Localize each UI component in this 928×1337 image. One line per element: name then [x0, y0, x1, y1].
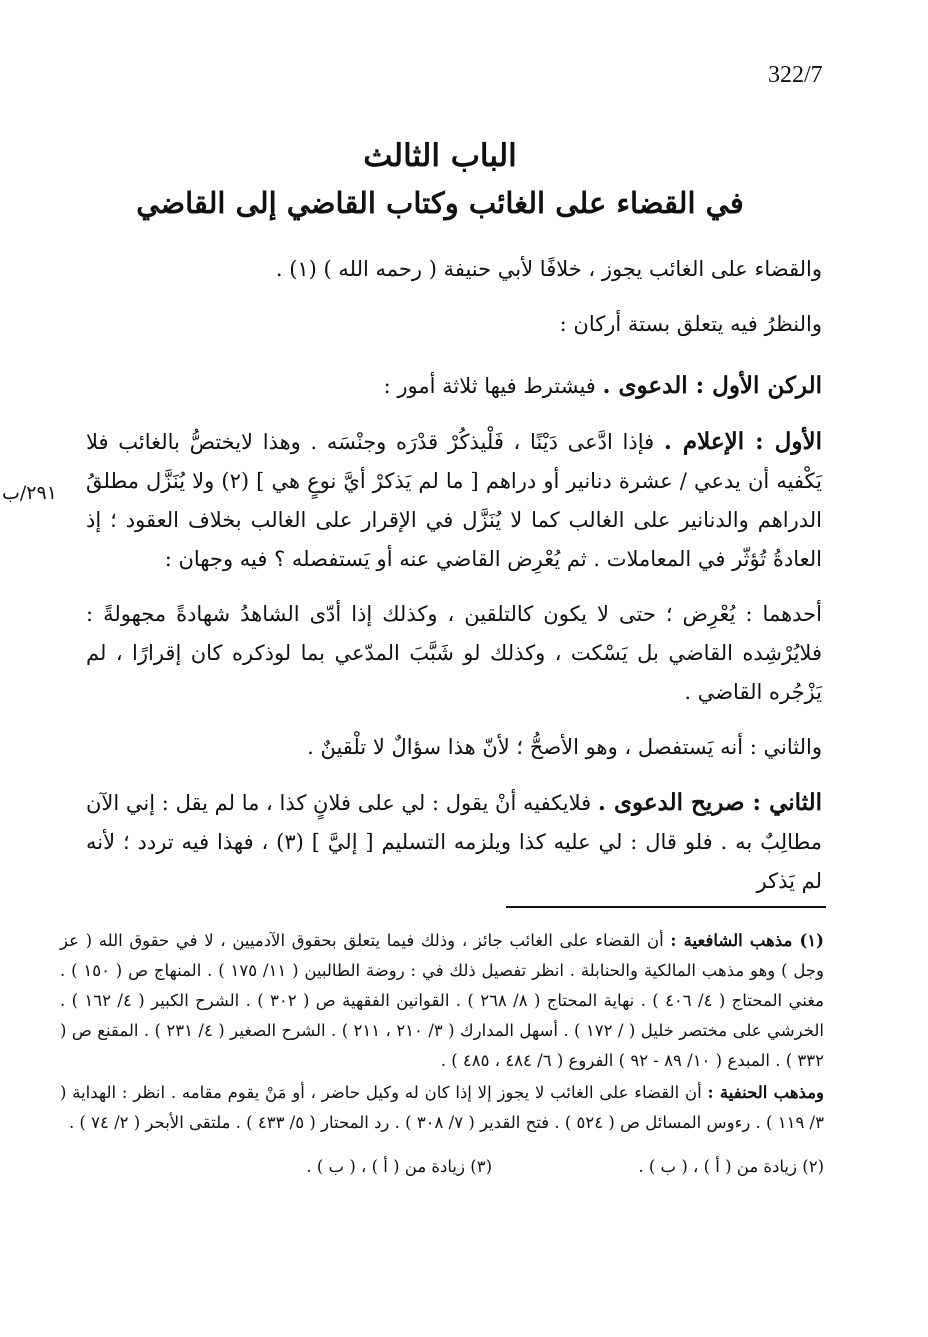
- margin-note: ٢٩١/ب: [2, 482, 57, 504]
- chapter-subtitle: في القضاء على الغائب وكتاب القاضي إلى القاضي: [136, 186, 744, 220]
- paragraph-text: فيشترط فيها ثلاثة أمور :: [383, 374, 603, 398]
- footnotes: [60, 926, 824, 1182]
- footnote-lead: (١) مذهب الشافعية :: [670, 931, 824, 950]
- paragraph: [86, 422, 822, 579]
- paragraph: أحدهما : يُعْرِض ؛ حتى لا يكون كالتلقين ، وكذلك إذا أدّى الشاهدُ شهادةً مجهولةً : فلايُرْشِده القاضي بل يَسْكت ، وكذلك لو شَبَّبَ المدّعي بما لوذكره كان إقرارًا ، لم يَزْجُره القاضي .: [86, 602, 822, 704]
- paragraph-text: فلايكفيه أنْ يقول : لي على فلانٍ كذا ، ما لم يقل : إني الآن مطالِبٌ به . فلو قال : لي عليه كذا ويلزمه التسليم [ إليَّ ] (٣) ، فهذا فيه تردد ؛ لأنه لم يَذكر: [86, 791, 822, 893]
- footnote: [60, 1078, 824, 1138]
- paragraph-text: فإذا ادَّعى دَيْنًا ، فَلْيذكُرْ قدْرَه وجنْسَه . وهذا لايختصُّ بالغائب فلا يَكْفيه أن يدعي / عشرة دنانير أو دراهم [ ما لم يَذكرْ أيَّ نوعٍ هي ] (٢) ولا يُنَزَّل مطلقُ الدراهم والدنانير على الغالب كما لا يُنَزَّل في الإقرار على الغالب بخلاف العقود ؛ إذ العادةُ تُؤثّر في المعاملات . ثم يُعْرِض القاضي عنه أو يَستفصله ؟ فيه وجهان :: [86, 430, 822, 571]
- footnote: (٢) زيادة من ( أ ) ، ( ب ) .: [638, 1157, 824, 1176]
- footnote-separator: [506, 906, 826, 908]
- footnote-lead: ومذهب الحنفية :: [707, 1083, 824, 1102]
- footnote-text: أن القضاء على الغائب لا يجوز إلا إذا كان له وكيل حاضر ، أو مَنْ يقوم مقامه . انظر : الهداية ( ٣/ ١١٩ ) . رءوس المسائل ص ( ٥٢٤ ) . فتح القدير ( ٧/ ٣٠٨ ) . رد المحتار ( ٥/ ٤٣٣ ) . ملتقى الأبحر ( ٢/ ٧٤ ) .: [60, 1083, 824, 1132]
- paragraph: والنظرُ فيه يتعلق بستة أركان :: [559, 312, 822, 336]
- section-lead: الأول : الإعلام .: [663, 428, 822, 455]
- paragraph: [86, 783, 822, 901]
- footnote: (٣) زيادة من ( أ ) ، ( ب ) .: [306, 1157, 492, 1176]
- page-number: 322/7: [768, 62, 823, 88]
- section-lead: الثاني : صريح الدعوى .: [597, 789, 822, 816]
- body-text: [86, 250, 822, 901]
- paragraph: والثاني : أنه يَستفصل ، وهو الأصحُّ ؛ لأنّ هذا سؤالٌ لا تلْقينٌ .: [307, 735, 822, 759]
- paragraph: [86, 366, 822, 406]
- paragraph: والقضاء على الغائب يجوز ، خلافًا لأبي حنيفة ( رحمه الله ) (١) .: [275, 257, 822, 281]
- footnote: [60, 926, 824, 1076]
- footnote-row: [60, 1152, 824, 1182]
- chapter-title: الباب الثالث: [363, 138, 517, 174]
- footnote-text: أن القضاء على الغائب جائز ، وذلك فيما يتعلق بحقوق الآدميين ، لا في حقوق الله ( عز وجل ) وهو مذهب المالكية والحنابلة . انظر تفصيل ذلك في : روضة الطالبين ( ١١/ ١٧٥ ) . المنهاج ص ( ١٥٠ ) . مغني المحتاج ( ٤/ ٤٠٦ ) . نهاية المحتاج ( ٨/ ٢٦٨ ) . القوانين الفقهية ص ( ٣٠٢ ) . الشرح الكبير ( ٤/ ١٦٢ ) . الخرشي على مختصر خليل ( / ١٧٢ ) . أسهل المدارك ( ٣/ ٢١٠ ، ٢١١ ) . الشرح الصغير ( ٤/ ٢٣١ ) . المقنع ص ( ٣٣٢ ) . المبدع ( ١٠/ ٨٩ - ٩٢ ) الفروع ( ٦/ ٤٨٤ ، ٤٨٥ ) .: [60, 931, 825, 1070]
- section-lead: الركن الأول : الدعوى .: [602, 372, 822, 399]
